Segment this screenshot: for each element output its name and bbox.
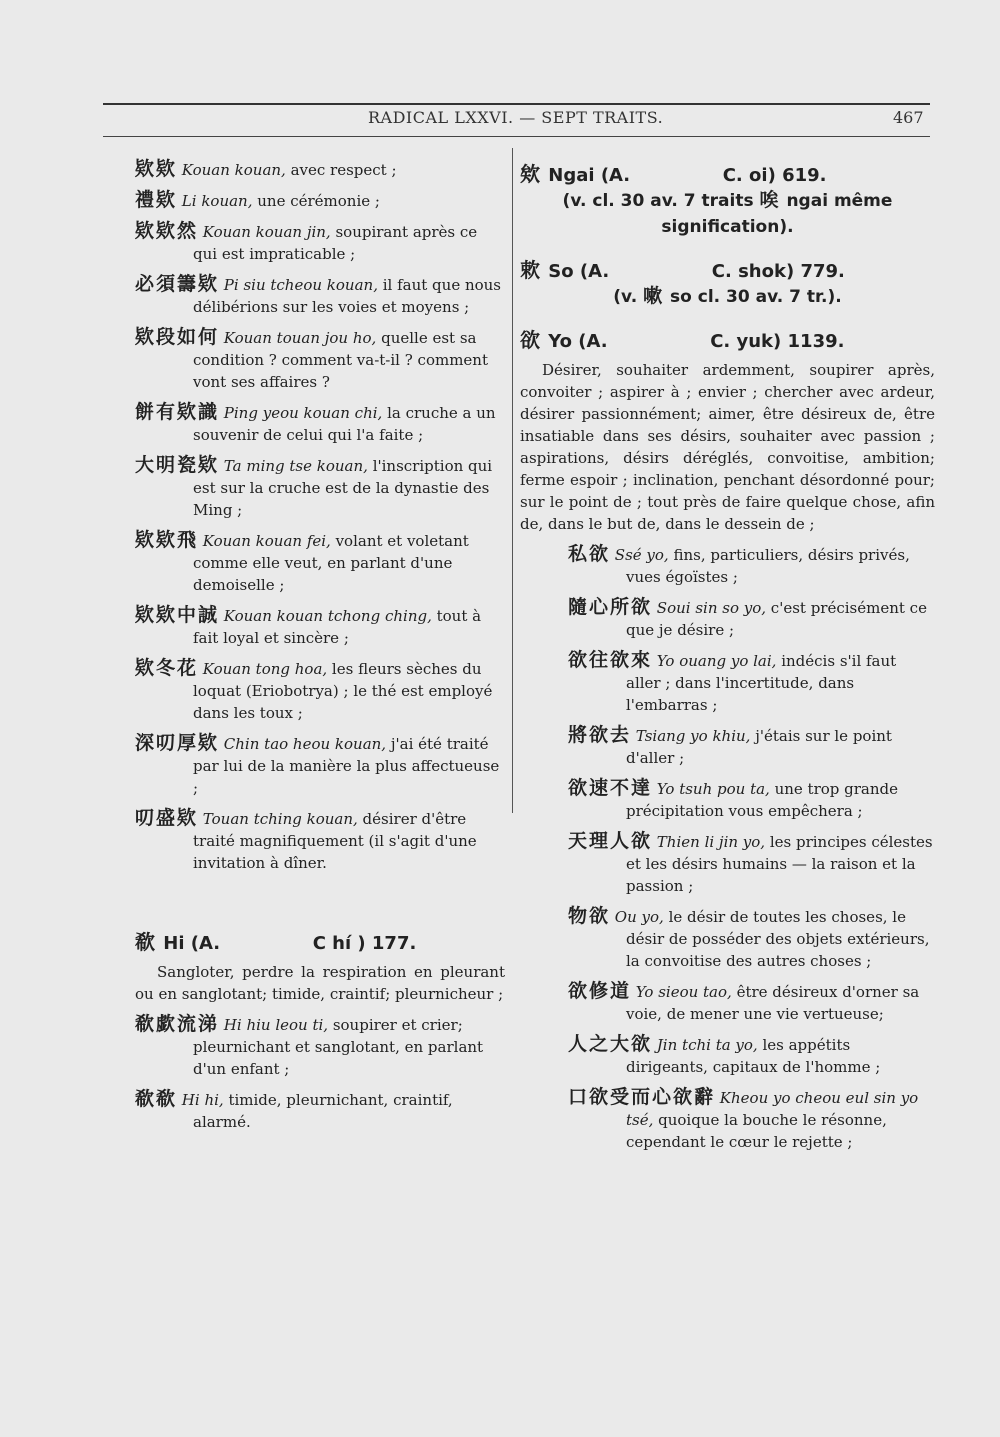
entry-romanization: Yo ouang yo lai, [656,652,777,670]
entry-translation: avec respect ; [285,161,397,179]
column-divider [512,148,513,813]
entry-chinese: 欲修道 [568,980,632,1002]
dictionary-entry [568,649,935,716]
dictionary-entry [568,724,935,769]
dictionary-entry [135,604,505,649]
note-char: 唉 [759,189,781,211]
headword-char: 欲 [520,328,542,352]
entry-romanization: Tsiang yo khiu, [635,727,751,745]
entry-chinese: 欲速不達 [568,777,653,799]
entry-chinese: 物欲 [568,905,611,927]
header-rule-bottom [103,136,930,137]
entry-chinese: 天理人欲 [568,830,653,852]
left-entries-2 [135,1013,505,1133]
dictionary-entry [135,401,505,446]
entry-translation: l'inscription qui est sur la cruche est de la dynastie des Ming ; [193,457,493,519]
note-so [520,283,935,310]
entry-translation: désirer d'être traité magnifiquement (il s'agit d'une invitation à dîner. [193,810,477,872]
dictionary-entry [568,830,935,897]
dictionary-entry [135,732,505,799]
headword-so [520,254,935,283]
headword-label: Yo (A. [548,331,608,352]
entry-translation: le désir de toutes les choses, le désir de posséder des objets extérieurs, la convoitise des autres choses ; [626,908,930,970]
definition-yo: Désirer, souhaiter ardemment, soupirer après, convoiter ; aspirer à ; envier ; chercher avec ardeur, désirer passionnément; aimer, être désireux de, être insatiable dans ses désirs, souhaiter avec passion ; aspirations, désirs déréglés, convoitise, ambition; ferme espoir ; inclination, penchant désordonné pour; sur le point de ; tout près de faire quelque chose, afin de, dans le but de, dans le dessein de ; [520,361,935,533]
entry-romanization: Jin tchi ta yo, [656,1036,758,1054]
entry-romanization: Yo tsuh pou ta, [656,780,770,798]
dictionary-entry [135,529,505,596]
headword-ref: C. shok) 779. [711,261,845,282]
dictionary-entry [568,1086,935,1153]
entry-romanization: Yo sieou tao, [635,983,732,1001]
entry-romanization: Li kouan, [181,192,253,210]
entry-chinese: 將欲去 [568,724,632,746]
entry-chinese: 欲往欲來 [568,649,653,671]
entry-romanization: Kouan tong hoa, [202,660,328,678]
entry-chinese: 隨心所欲 [568,596,653,618]
entry-chinese: 私欲 [568,543,611,565]
headword-label: Ngai (A. [548,165,631,186]
headword-ref: C. oi) 619. [722,165,827,186]
spacer [135,882,505,926]
entry-chinese: 禮欵 [135,189,178,211]
dictionary-entry [568,1033,935,1078]
entry-translation: fins, particuliers, désirs privés, vues égoïstes ; [626,546,910,586]
entry-translation: tout à fait loyal et sincère ; [193,607,482,647]
headword-yo [520,324,935,353]
note-text: ngai même signification). [661,191,893,237]
dictionary-entry [568,777,935,822]
entry-translation: soupirer et crier; pleurnichant et sanglotant, en parlant d'un enfant ; [193,1016,484,1078]
right-column [520,158,935,1161]
entry-translation: il faut que nous délibérions sur les voies et moyens ; [193,276,502,316]
dictionary-entry [135,326,505,393]
entry-translation: c'est précisément ce que je désire ; [626,599,927,639]
note-char: 嗽 [643,285,665,307]
headword-label: So (A. [548,261,610,282]
dictionary-entry [135,273,505,318]
note-text: (v. cl. 30 av. 7 traits [562,191,760,211]
entry-translation: les appétits dirigeants, capitaux de l'homme ; [626,1036,881,1076]
entry-romanization: Kouan kouan, [181,161,286,179]
entry-translation: j'étais sur le point d'aller ; [626,727,892,767]
headword-ref: C hí ) 177. [312,933,417,954]
entry-chinese: 深叨厚欵 [135,732,220,754]
dictionary-entry [135,189,505,212]
entry-romanization: Kouan kouan fei, [202,532,331,550]
entry-chinese: 欷欷 [135,1088,178,1110]
entry-translation: quelle est sa condition ? comment va-t-il ? comment vont ses affaires ? [193,329,488,391]
entry-translation: les principes célestes et les désirs humains — la raison et la passion ; [626,833,933,895]
dictionary-entry [135,220,505,265]
entry-chinese: 口欲受而心欲辭 [568,1086,716,1108]
entry-translation: timide, pleurnichant, craintif, alarmé. [193,1091,453,1131]
entry-romanization: Kouan kouan tchong ching, [223,607,432,625]
entry-chinese: 叨盛欵 [135,807,199,829]
entry-chinese: 必須籌欵 [135,273,220,295]
dictionary-entry [135,657,505,724]
entry-chinese: 欵欵中誠 [135,604,220,626]
entry-romanization: Hi hiu leou ti, [223,1016,329,1034]
entry-romanization: Hi hi, [181,1091,224,1109]
entry-translation: quoique la bouche le résonne, cependant le cœur le rejette ; [626,1111,887,1151]
entry-romanization: Kheou yo cheou eul sin yo tsé, [626,1089,919,1129]
entry-chinese: 欵冬花 [135,657,199,679]
note-text: (v. [613,287,644,307]
left-entries [135,158,505,874]
entry-romanization: Ou yo, [614,908,664,926]
dictionary-entry [135,454,505,521]
entry-romanization: Ta ming tse kouan, [223,457,368,475]
dictionary-entry [135,807,505,874]
entry-chinese: 人之大欲 [568,1033,653,1055]
headword-hi [135,926,505,955]
dictionary-entry [568,905,935,972]
entry-romanization: Kouan kouan jin, [202,223,331,241]
entry-romanization: Pi siu tcheou kouan, [223,276,378,294]
entry-romanization: Thien li jin yo, [656,833,766,851]
entry-translation: soupirant après ce qui est impraticable ; [193,223,478,263]
headword-char: 欸 [520,162,542,186]
entry-romanization: Ping yeou kouan chi, [223,404,383,422]
headword-ref: C. yuk) 1139. [710,331,845,352]
entry-romanization: Kouan touan jou ho, [223,329,377,347]
entry-romanization: Touan tching kouan, [202,810,358,828]
dictionary-entry [568,596,935,641]
dictionary-entry [135,1088,505,1133]
left-column [135,158,505,1141]
entry-translation: une cérémonie ; [252,192,380,210]
entry-translation: volant et voletant comme elle veut, en parlant d'une demoiselle ; [193,532,469,594]
entry-romanization: Soui sin so yo, [656,599,767,617]
entry-translation: être désireux d'orner sa voie, de mener une vie vertueuse; [626,983,920,1023]
entry-chinese: 餅有欵識 [135,401,220,423]
right-entries [520,543,935,1153]
entry-translation: j'ai été traité par lui de la manière la plus affectueuse ; [193,735,500,797]
entry-chinese: 欷歔流涕 [135,1013,220,1035]
entry-chinese: 欵段如何 [135,326,220,348]
page-number: 467 [893,108,924,127]
headword-label: Hi (A. [163,933,221,954]
headword-char: 欷 [135,930,157,954]
dictionary-entry [568,980,935,1025]
dictionary-entry [568,543,935,588]
entry-chinese: 欵欵然 [135,220,199,242]
entry-romanization: Chin tao heou kouan, [223,735,387,753]
entry-translation: les fleurs sèches du loquat (Eriobotrya) ; le thé est employé dans les toux ; [193,660,493,722]
dictionary-entry [135,1013,505,1080]
note-ngai [520,187,935,240]
entry-romanization: Ssé yo, [614,546,669,564]
entry-translation: la cruche a un souvenir de celui qui l'a faite ; [193,404,496,444]
running-header: RADICAL LXXVI. — SEPT TRAITS. [368,108,664,127]
entry-chinese: 大明瓷欵 [135,454,220,476]
headword-char: 欶 [520,258,542,282]
note-text: so cl. 30 av. 7 tr.). [664,287,842,307]
header-rule-top [103,103,930,105]
definition-hi: Sangloter, perdre la respiration en pleurant ou en sanglotant; timide, craintif; pleurnicheur ; [135,963,505,1003]
entry-chinese: 欵欵 [135,158,178,180]
headword-ngai [520,158,935,187]
entry-translation: une trop grande précipitation vous empêchera ; [626,780,899,820]
entry-translation: indécis s'il faut aller ; dans l'incertitude, dans l'embarras ; [626,652,897,714]
dictionary-entry [135,158,505,181]
entry-chinese: 欵欵飛 [135,529,199,551]
